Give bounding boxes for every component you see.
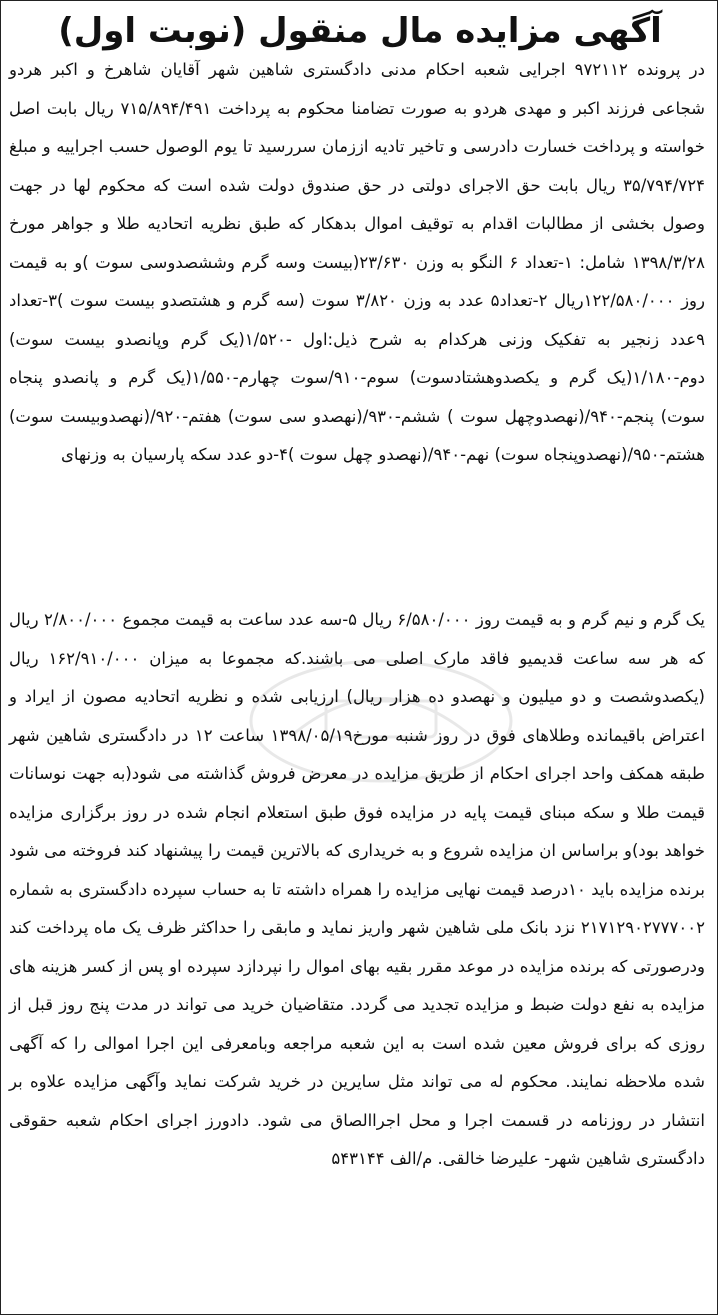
notice-paragraph-2: یک گرم و نیم گرم و به قیمت روز ۶/۵۸۰/۰۰۰ ریال ۵-سه عدد ساعت به قیمت مجموع ۲/۸۰۰/۰۰۰ ریال که هر سه ساعت قدیمیو فاقد مارک اصلی می باشند.که مجموعا به میزان ۱۶۲/۹۱۰/۰۰۰ ریال (یکصدوشصت و دو میلیون و نهصدو ده هزار ریال) ارزیابی شده و نظریه اتحادیه مصون از ایراد و اعتراض باقیمانده وطلاهای فوق در روز شنبه مورخ۱۳۹۸/۰۵/۱۹ ساعت ۱۲ در دادگستری شاهین شهر طبقه همکف واحد اجرای احکام از طریق مزایده در معرض فروش گذاشته می شود(به جهت نوسانات قیمت طلا و سکه مبنای قیمت پایه در مزایده فوق طبق استعلام انجام شده در روز برگزاری مزایده خواهد بود)و براساس ان مزایده شروع و به خریداری که بالاترین قیمت را پیشنهاد کند فروخته می شود برنده مزایده باید ۱۰درصد قیمت نهایی مزایده را همراه داشته تا به حساب سپرده دادگستری به شماره ۲۱۷۱۲۹۰۲۷۷۷۰۰۲ نزد بانک ملی شاهین شهر واریز نماید و مابقی را حداکثر ظرف یک ماه پرداخت کند ودرصورتی که برنده مزایده در موعد مقرر بقیه بهای اموال را نپردازد سپرده او پس از کسر هزینه های مزایده به نفع دولت ضبط و مزایده تجدید می گردد. متقاضیان خرید می تواند در مدت پنج روز قبل از روزی که برای فروش معین شده است به این شعبه مراجعه وبامعرفی این اجرا اموالی را که آگهی شده ملاحظه نمایند. محکوم له می تواند مثل سایرین در خرید شرکت نماید وآگهی مزایده علاوه بر انتشار در روزنامه در قسمت اجرا و محل اجراالصاق می شود. دادورز اجرای احکام شعبه حقوقی دادگستری شاهین شهر- علیرضا خالقی. م/الف ۵۴۳۱۴۴	[9, 610, 706, 1168]
notice-title: آگهی مزایده مال منقول (نوبت اول)	[58, 11, 662, 51]
notice-paragraph-1: در پرونده ۹۷۲۱۱۲ اجرایی شعبه احکام مدنی دادگستری شاهین شهر آقایان شاهرخ و اکبر هردو شجاعی فرزند اکبر و مهدی هردو به صورت تضامنا محکوم به پرداخت ۷۱۵/۸۹۴/۴۹۱ ریال بابت اصل خواسته و پرداخت خسارت دادرسی و تاخیر تادیه اززمان سررسید تا یوم الوصول حسب اجراییه و مبلغ ۳۵/۷۹۴/۷۲۴ ریال بابت حق الاجرای دولتی در حق صندوق دولت شده است که محکوم لها در جهت وصول بخشی از مطالبات اقدام به توقیف اموال بدهکار که طبق نظریه اتحادیه طلا و جواهر مورخ ۱۳۹۸/۳/۲۸ شامل: ۱-تعداد ۶ النگو به وزن ۲۳/۶۳۰(بیست وسه گرم وششصدوسی سوت )و به قیمت روز ۱۲۲/۵۸۰/۰۰۰ریال ۲-تعداد۵ عدد به وزن ۳/۸۲۰ سوت (سه گرم و هشتصدو بیست سوت )۳-تعداد ۹عدد زنجیر به تفکیک وزنی هرکدام به شرح ذیل:اول -۱/۵۲۰(یک گرم وپانصدو بیست سوت) دوم-۱/۱۸۰(یک گرم و یکصدوهشتادسوت) سوم-۹۱۰/سوت چهارم-۱/۵۵۰(یک گرم و پانصدو پنجاه سوت) پنجم-۹۴۰/(نهصدوچهل سوت ) ششم-۹۳۰/(نهصدو سی سوت) هفتم-۹۲۰/(نهصدوبیست سوت) هشتم-۹۵۰/(نهصدوپنجاه سوت) نهم-۹۴۰/(نهصدو چهل سوت )۴-دو عدد سکه پارسیان به وزنهای	[9, 60, 705, 464]
